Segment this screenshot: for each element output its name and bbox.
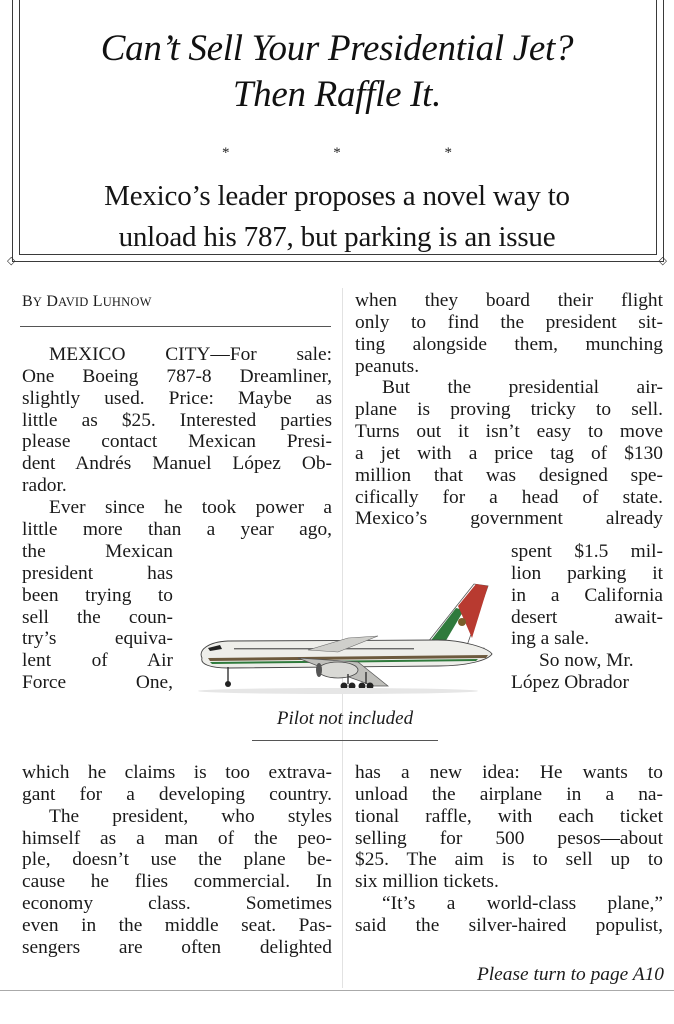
ornament-diamond-left-icon: ◇ xyxy=(7,255,16,267)
text-line: plane is proving tricky to sell. xyxy=(355,399,663,421)
text-line: lion parking it xyxy=(511,562,663,584)
left-column-top xyxy=(22,344,332,541)
text-line: desert await- xyxy=(511,606,663,628)
headline-line-2: Then Raffle It. xyxy=(232,74,442,115)
headline-ornament-stars: * * * xyxy=(222,145,502,161)
deck-line-2: unload his 787, but parking is an issue xyxy=(118,221,556,253)
text-line: please contact Mexican Presi- xyxy=(22,431,332,453)
text-line: peanuts. xyxy=(355,355,420,377)
airplane-photo xyxy=(188,578,498,698)
text-line: six million tickets. xyxy=(355,871,499,893)
text-line: himself as a man of the peo- xyxy=(22,827,332,849)
text-line: cifically for a head of state. xyxy=(355,486,663,508)
text-line: cause he flies commercial. In xyxy=(22,871,332,893)
text-line: spent $1.5 mil- xyxy=(511,541,663,562)
text-line: López Obrador xyxy=(511,672,629,694)
text-line: in a California xyxy=(511,584,663,606)
left-column-bottom xyxy=(22,762,332,959)
text-line: the Mexican xyxy=(22,541,173,562)
page-bottom-rule xyxy=(0,990,674,991)
text-line: $25. The aim is to sell up to xyxy=(355,849,663,871)
text-line: The president, who styles xyxy=(49,805,332,827)
caption-rule xyxy=(252,740,438,741)
text-line: MEXICO CITY—For sale: xyxy=(49,344,332,365)
text-line: Turns out it isn’t easy to move xyxy=(355,421,663,443)
byline-rule xyxy=(20,326,331,327)
jump-line: Please turn to page A10 xyxy=(476,964,664,985)
headline-line-1: Can’t Sell Your Presidential Jet? xyxy=(100,28,574,69)
text-line: lent of Air xyxy=(22,650,173,672)
text-line: sengers are often delighted xyxy=(22,936,332,958)
text-line: selling for 500 pesos—about xyxy=(355,827,663,849)
text-line: ple, doesn’t use the plane be- xyxy=(22,849,332,871)
text-line: Ever since he took power a xyxy=(49,496,332,518)
headline xyxy=(30,26,644,118)
text-line: economy class. Sometimes xyxy=(22,893,332,915)
tail-emblem xyxy=(458,618,466,626)
byline: BY DAVID LUHNOW xyxy=(22,293,152,310)
text-line: gant for a developing country. xyxy=(22,783,332,805)
text-line: said the silver-haired populist, xyxy=(355,914,663,936)
photo-caption: Pilot not included xyxy=(276,708,414,729)
text-line: One Boeing 787-8 Dreamliner, xyxy=(22,365,332,387)
right-column-bottom xyxy=(355,762,663,937)
text-line: slightly used. Price: Maybe as xyxy=(22,387,332,409)
right-column-wrap xyxy=(511,541,663,694)
text-line: unload the airplane in a na- xyxy=(355,783,663,805)
text-line: million that was designed spe- xyxy=(355,464,663,486)
text-line: “It’s a world-class plane,” xyxy=(382,893,663,915)
text-line: rador. xyxy=(22,475,67,497)
engine xyxy=(318,662,358,678)
text-line: a jet with a price tag of $130 xyxy=(355,442,663,464)
text-line: Force One, xyxy=(22,672,173,694)
text-line: Mexico’s government already xyxy=(355,508,663,530)
subheadline-deck xyxy=(40,176,634,258)
left-column-wrap xyxy=(22,541,173,694)
text-line: try’s equiva- xyxy=(22,628,173,650)
text-line: ing a sale. xyxy=(511,628,590,650)
text-line: when they board their flight xyxy=(355,290,663,311)
text-line: has a new idea: He wants to xyxy=(355,762,663,783)
text-line: dent Andrés Manuel López Ob- xyxy=(22,453,332,475)
text-line: little as $25. Interested parties xyxy=(22,409,332,431)
deck-line-1: Mexico’s leader proposes a novel way to xyxy=(104,180,570,212)
text-line: which he claims is too extrava- xyxy=(22,762,332,783)
text-line: even in the middle seat. Pas- xyxy=(22,914,332,936)
text-line: president has xyxy=(22,562,173,584)
text-line: been trying to xyxy=(22,584,173,606)
text-line: sell the coun- xyxy=(22,606,173,628)
text-line: little more than a year ago, xyxy=(22,518,332,540)
ornament-diamond-right-icon: ◇ xyxy=(658,255,667,267)
text-line: tional raffle, with each ticket xyxy=(355,805,663,827)
text-line: ting alongside them, munching xyxy=(355,333,663,355)
text-line: only to find the president sit- xyxy=(355,311,663,333)
text-line: So now, Mr. xyxy=(539,650,634,672)
text-line: But the presidential air- xyxy=(382,377,663,399)
right-column-top xyxy=(355,290,663,530)
